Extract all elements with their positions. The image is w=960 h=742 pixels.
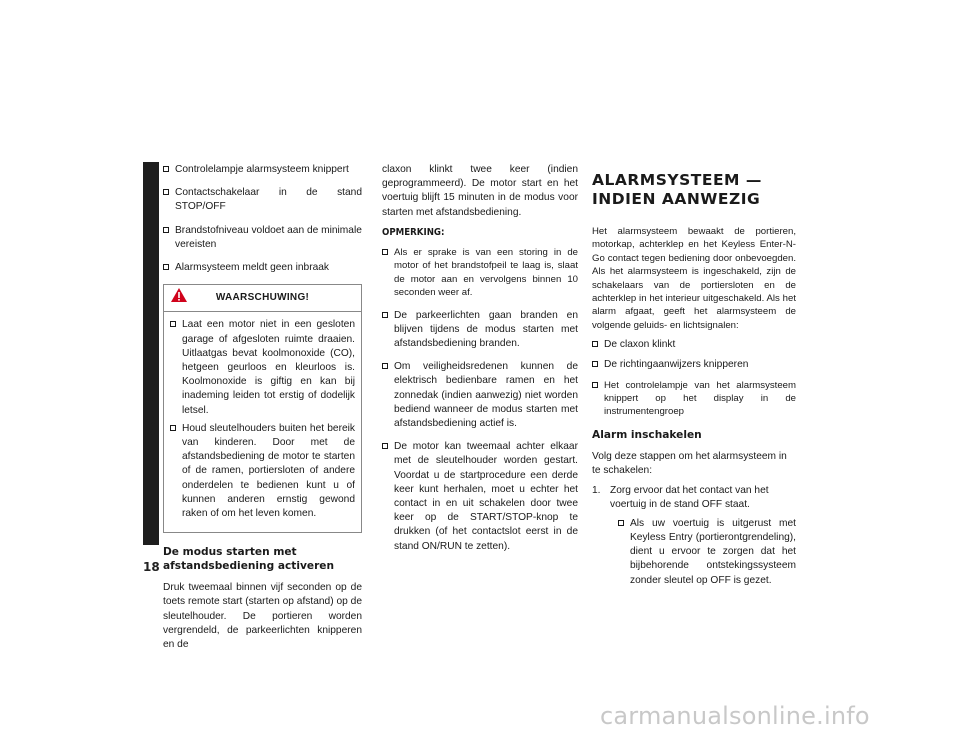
paragraph: Druk tweemaal binnen vijf seconden op de toets remote start (starten op afstand) op de sleutelhouder. De portieren worden vergrendeld, de parkeerlichten knipperen en de xyxy=(163,582,362,651)
checkbox-bullet-icon xyxy=(592,382,598,388)
list-item: Brandstofniveau voldoet aan de minimale vereisten xyxy=(163,224,362,252)
list-item: De parkeerlichten gaan branden en blijven tijdens de modus starten met afstandsbediening branden. xyxy=(382,309,578,352)
checkbox-bullet-icon xyxy=(170,321,176,327)
warning-triangle-icon xyxy=(170,287,188,303)
checkbox-bullet-icon xyxy=(163,166,169,172)
watermark: carmanualsonline.info xyxy=(600,702,870,730)
section-subheading: Alarm inschakelen xyxy=(592,428,702,441)
checkbox-bullet-icon xyxy=(382,443,388,449)
warning-box xyxy=(163,284,362,533)
list-item: Als uw voertuig is uitgerust met Keyless Entry (portierontgrendeling), dient u ervoor te zorgen dat het bijbehorende ontstekingssysteem zonder sleutel op OFF is gezet. xyxy=(618,517,796,588)
list-item: Alarmsysteem meldt geen inbraak xyxy=(163,261,362,275)
warning-header xyxy=(164,285,361,312)
column-1 xyxy=(163,163,362,658)
paragraph: claxon klinkt twee keer (indien geprogrammeerd). De motor start en het voertuig blijft 15 minuten in de modus voor starten met afstandsbediening. xyxy=(382,164,578,218)
warning-title: WAARSCHUWING! xyxy=(215,292,310,304)
step-number: 1. xyxy=(592,485,601,497)
list-item: Controlelampje alarmsysteem knippert xyxy=(163,163,362,177)
checkbox-bullet-icon xyxy=(382,249,388,255)
checkbox-bullet-icon xyxy=(382,363,388,369)
list-item: Laat een motor niet in een gesloten garage of afgesloten ruimte draaien. Uitlaatgas bevat koolmonoxide (CO), hetgeen geurloos en kleurloos is. Koolmonoxide is giftig en kan bij inademing leiden tot erstig of dodelijk letsel. xyxy=(170,318,355,417)
checkbox-bullet-icon xyxy=(592,341,598,347)
list-item: Als er sprake is van een storing in de motor of het brandstofpeil te laag is, slaat de motor aan en vervolgens binnen 10 seconden weer af. xyxy=(382,246,578,300)
list-item: Contactschakelaar in de stand STOP/OFF xyxy=(163,186,362,214)
checkbox-bullet-icon xyxy=(163,189,169,195)
step-text: Zorg ervoor dat het contact van het voertuig in de stand OFF staat. xyxy=(610,485,769,511)
checkbox-bullet-icon xyxy=(163,264,169,270)
section-subheading: De modus starten met afstandsbediening activeren xyxy=(163,546,335,573)
paragraph: Het alarmsysteem bewaakt de portieren, motorkap, achterklep en het Keyless Enter-N-Go contact tegen bediening door onbevoegden. Als het alarmsysteem is ingeschakeld, zijn de schakelaars van de portiersloten en de achterklep in het interieur uitgeschakeld. Als het alarm afgaat, geeft het alarmsysteem de volgende geluids- en lichtsignalen: xyxy=(592,226,796,331)
checkbox-bullet-icon xyxy=(170,425,176,431)
column-2 xyxy=(382,163,578,563)
note-heading: OPMERKING: xyxy=(382,226,445,238)
checkbox-bullet-icon xyxy=(592,361,598,367)
list-item: De claxon klinkt xyxy=(592,338,796,352)
list-item: De richtingaanwijzers knipperen xyxy=(592,358,796,372)
paragraph: Volg deze stappen om het alarmsysteem in te schakelen: xyxy=(592,450,787,477)
numbered-step xyxy=(592,484,796,512)
list-item: Om veiligheidsredenen kunnen de elektrisch bedienbare ramen en het zonnedak (indien aanwezig) niet worden bediend wanneer de modus starten met afstandsbediening actief is. xyxy=(382,360,578,431)
page-number: 18 xyxy=(143,560,160,574)
column-3 xyxy=(592,163,796,597)
list-item: Houd sleutelhouders buiten het bereik van kinderen. Door met de afstandsbediening de motor te starten of de ramen, portiersloten of andere onderdelen te bedienen kunt u of kunnen anderen ernstig gewond raken of om het leven komen. xyxy=(170,422,355,521)
checkbox-bullet-icon xyxy=(163,227,169,233)
checkbox-bullet-icon xyxy=(382,312,388,318)
checkbox-bullet-icon xyxy=(618,520,624,526)
list-item: De motor kan tweemaal achter elkaar met de sleutelhouder worden gestart. Voordat u de startprocedure een derde keer kunt herhalen, moet u echter het contact in en uit schakelen door twee keer op de START/STOP-knop te drukken (of het contactslot eerst in de stand ON/RUN te zetten). xyxy=(382,440,578,554)
chapter-label: UW VOERTUIG LEREN KENNEN xyxy=(143,241,159,467)
list-item: Het controlelampje van het alarmsysteem knippert op het display in de instrumentengroep xyxy=(592,379,796,419)
section-heading: ALARMSYSTEEM — INDIEN AANWEZIG xyxy=(592,171,762,208)
